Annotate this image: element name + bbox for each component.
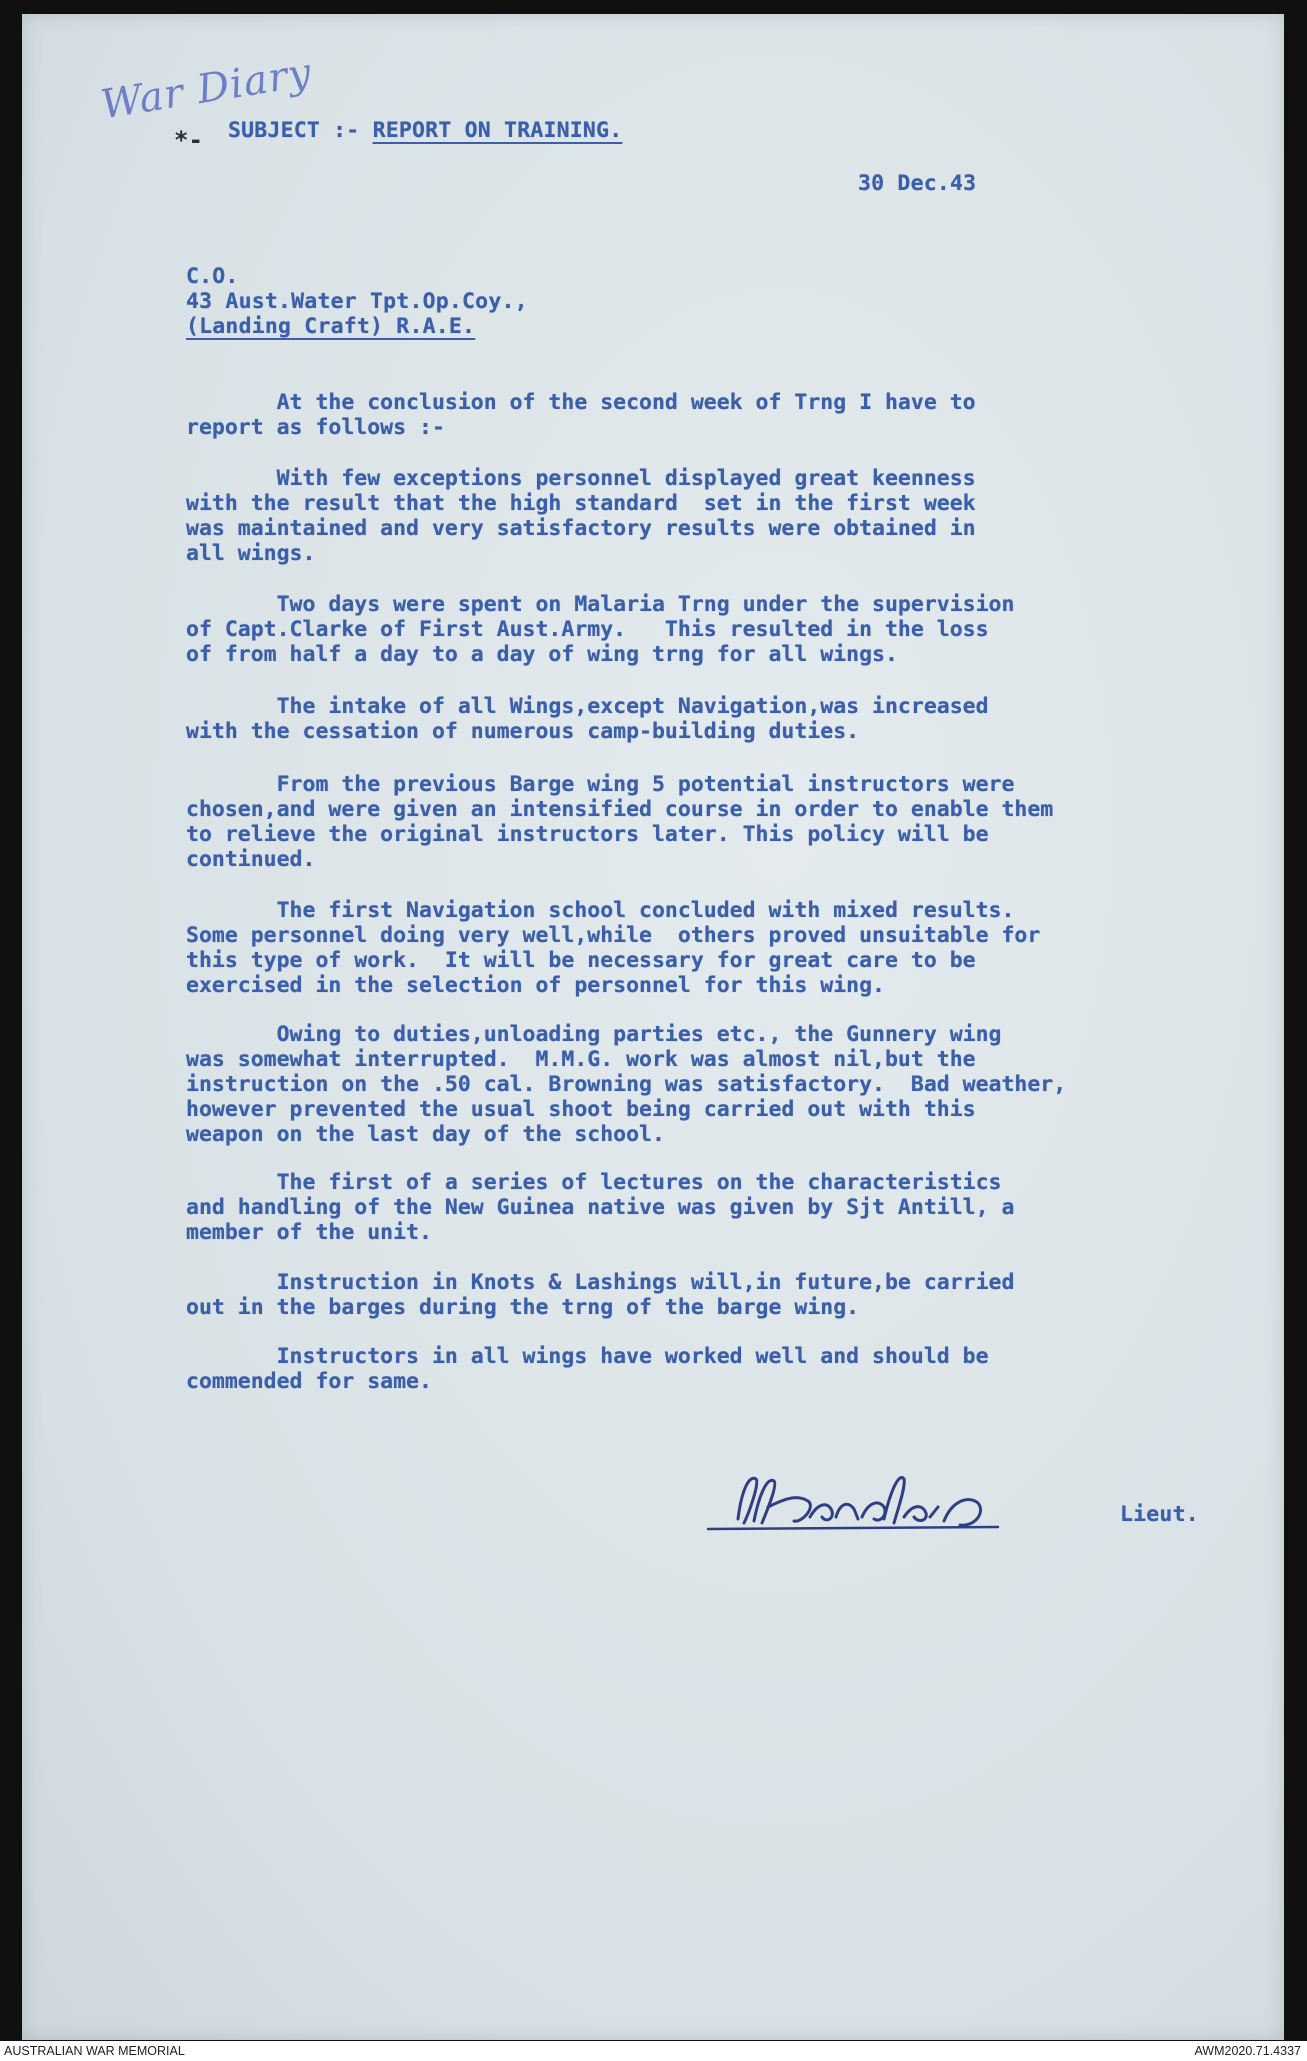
paragraph-line: instruction on the .50 cal. Browning was satisfactory. Bad weather,: [186, 1072, 1067, 1097]
subject-title: REPORT ON TRAINING.: [372, 118, 623, 143]
paragraph-intake: [186, 694, 1186, 744]
paragraph-line: of from half a day to a day of wing trng for all wings.: [186, 642, 898, 667]
paragraph-line: was maintained and very satisfactory results were obtained in: [186, 516, 976, 541]
document-date: 30 Dec.43: [858, 171, 977, 196]
addressee-line-2: 43 Aust.Water Tpt.Op.Coy.,: [186, 289, 528, 314]
paragraph-line: At the conclusion of the second week of Trng I have to: [186, 390, 976, 415]
handwritten-signature: [698, 1467, 1088, 1557]
paragraph-lectures: [186, 1170, 1186, 1245]
paragraph-line: was somewhat interrupted. M.M.G. work was almost nil,but the: [186, 1047, 976, 1072]
paragraph-line: From the previous Barge wing 5 potential instructors were: [186, 772, 1015, 797]
paragraph-navigation: [186, 898, 1186, 998]
paragraph-line: this type of work. It will be necessary for great care to be: [186, 948, 976, 973]
paragraph-line: to relieve the original instructors later. This policy will be: [186, 822, 989, 847]
paragraph-gunnery: [186, 1022, 1186, 1147]
paragraph-line: Instruction in Knots & Lashings will,in future,be carried: [186, 1270, 1015, 1295]
footer-institution: AUSTRALIAN WAR MEMORIAL: [4, 2044, 185, 2058]
paragraph-line: weapon on the last day of the school.: [186, 1122, 665, 1147]
footer-bar: [0, 2041, 1307, 2061]
subject-heading: [228, 118, 622, 143]
paragraph-line: Two days were spent on Malaria Trng under the supervision: [186, 592, 1015, 617]
addressee-line-1: C.O.: [186, 264, 239, 289]
document-page: [22, 14, 1284, 2040]
paragraph-line: of Capt.Clarke of First Aust.Army. This resulted in the loss: [186, 617, 989, 642]
paragraph-line: with the result that the high standard set in the first week: [186, 491, 976, 516]
paragraph-line: chosen,and were given an intensified course in order to enable them: [186, 797, 1054, 822]
paragraph-line: Some personnel doing very well,while others proved unsuitable for: [186, 923, 1041, 948]
paragraph-line: Owing to duties,unloading parties etc., the Gunnery wing: [186, 1022, 1002, 1047]
subject-prefix: SUBJECT :-: [228, 118, 360, 143]
paragraph-line: all wings.: [186, 541, 316, 566]
paragraph-knots: [186, 1270, 1186, 1320]
paragraph-line: report as follows :-: [186, 415, 445, 440]
paragraph-line: continued.: [186, 847, 316, 872]
paragraph-line: commended for same.: [186, 1369, 432, 1394]
footer-accession-number: AWM2020.71.4337: [1194, 2044, 1301, 2058]
paragraph-line: Instructors in all wings have worked well and should be: [186, 1344, 989, 1369]
paragraph-line: The first Navigation school concluded with mixed results.: [186, 898, 1015, 923]
paragraph-intro: [186, 390, 1186, 440]
paragraph-line: The first of a series of lectures on the characteristics: [186, 1170, 1002, 1195]
paragraph-barge-wing: [186, 772, 1186, 872]
paragraph-keenness: [186, 466, 1186, 566]
paragraph-line: however prevented the usual shoot being carried out with this: [186, 1097, 976, 1122]
paragraph-instructors: [186, 1344, 1186, 1394]
paragraph-line: with the cessation of numerous camp-building duties.: [186, 719, 860, 744]
paragraph-line: exercised in the selection of personnel for this wing.: [186, 973, 885, 998]
handwritten-note: War Diary: [97, 49, 316, 129]
paragraph-malaria: [186, 592, 1186, 667]
paragraph-line: member of the unit.: [186, 1220, 432, 1245]
addressee-line-3: (Landing Craft) R.A.E.: [186, 314, 476, 339]
paragraph-line: and handling of the New Guinea native was given by Sjt Antill, a: [186, 1195, 1015, 1220]
typed-arrow-mark: *-: [174, 126, 203, 154]
paragraph-line: out in the barges during the trng of the barge wing.: [186, 1295, 860, 1320]
paragraph-line: With few exceptions personnel displayed great keenness: [186, 466, 976, 491]
paragraph-line: The intake of all Wings,except Navigation,was increased: [186, 694, 989, 719]
signature-rank: Lieut.: [1120, 1502, 1199, 1527]
